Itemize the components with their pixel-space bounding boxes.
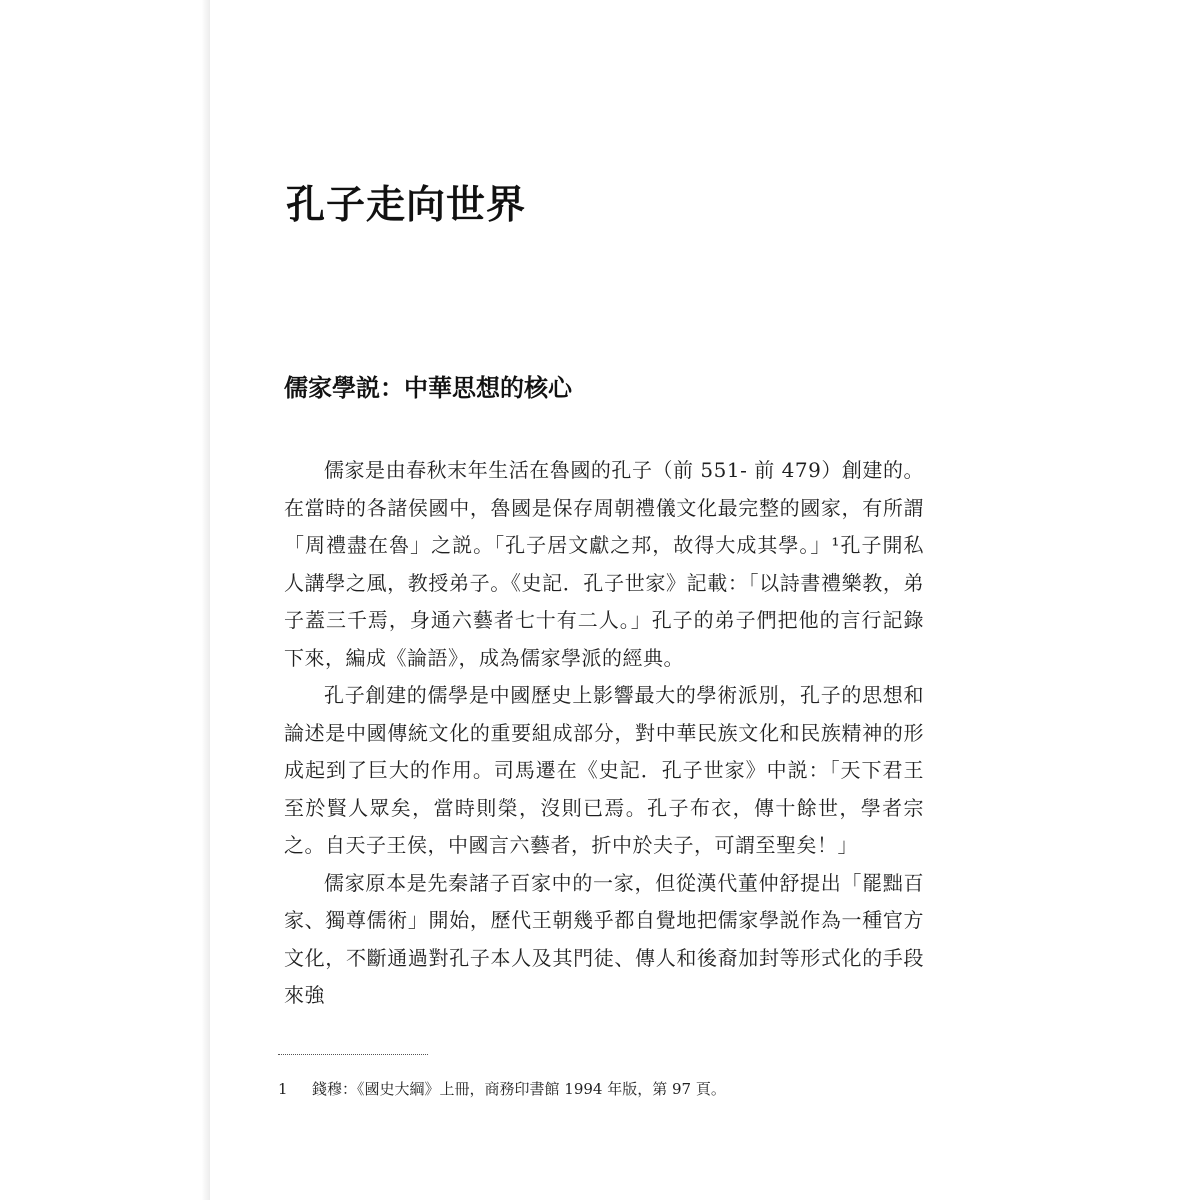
paragraph-1: 儒家是由春秋末年生活在魯國的孔子（前 551- 前 479）創建的。在當時的各諸侯國中，魯國是保存周朝禮儀文化最完整的國家，有所謂「周禮盡在魯」之説。「孔子居文獻之邦，故得大成其學。」¹孔子開私人講學之風，教授弟子。《史記．孔子世家》記載：「以詩書禮樂教，弟子蓋三千焉，身通六藝者七十有二人。」孔子的弟子們把他的言行記錄下來，編成《論語》，成為儒家學派的經典。 [284,458,924,670]
paragraph-3: 儒家原本是先秦諸子百家中的一家，但從漢代董仲舒提出「罷黜百家、獨尊儒術」開始，歷代王朝幾乎都自覺地把儒家學説作為一種官方文化，不斷通過對孔子本人及其門徒、傳人和後裔加封等形式化的手段來強 [284,870,924,1007]
body-text [284,452,924,1015]
footnote-text: 錢穆：《國史大綱》上冊，商務印書館 1994 年版，第 97 頁。 [312,1080,726,1098]
page-margin [0,0,210,1200]
footnote [278,1077,726,1101]
paragraph-2: 孔子創建的儒學是中國歷史上影響最大的學術派別，孔子的思想和論述是中國傳統文化的重要組成部分，對中華民族文化和民族精神的形成起到了巨大的作用。司馬遷在《史記．孔子世家》中説：「天下君王至於賢人眾矣，當時則榮，沒則已焉。孔子布衣，傳十餘世，學者宗之。自天子王侯，中國言六藝者，折中於夫子，可謂至聖矣！」 [284,683,924,857]
section-heading: 儒家學説：中華思想的核心 [284,374,572,402]
footnote-number: 1 [278,1080,288,1098]
chapter-title: 孔子走向世界 [286,183,527,228]
footnote-divider [278,1054,428,1055]
